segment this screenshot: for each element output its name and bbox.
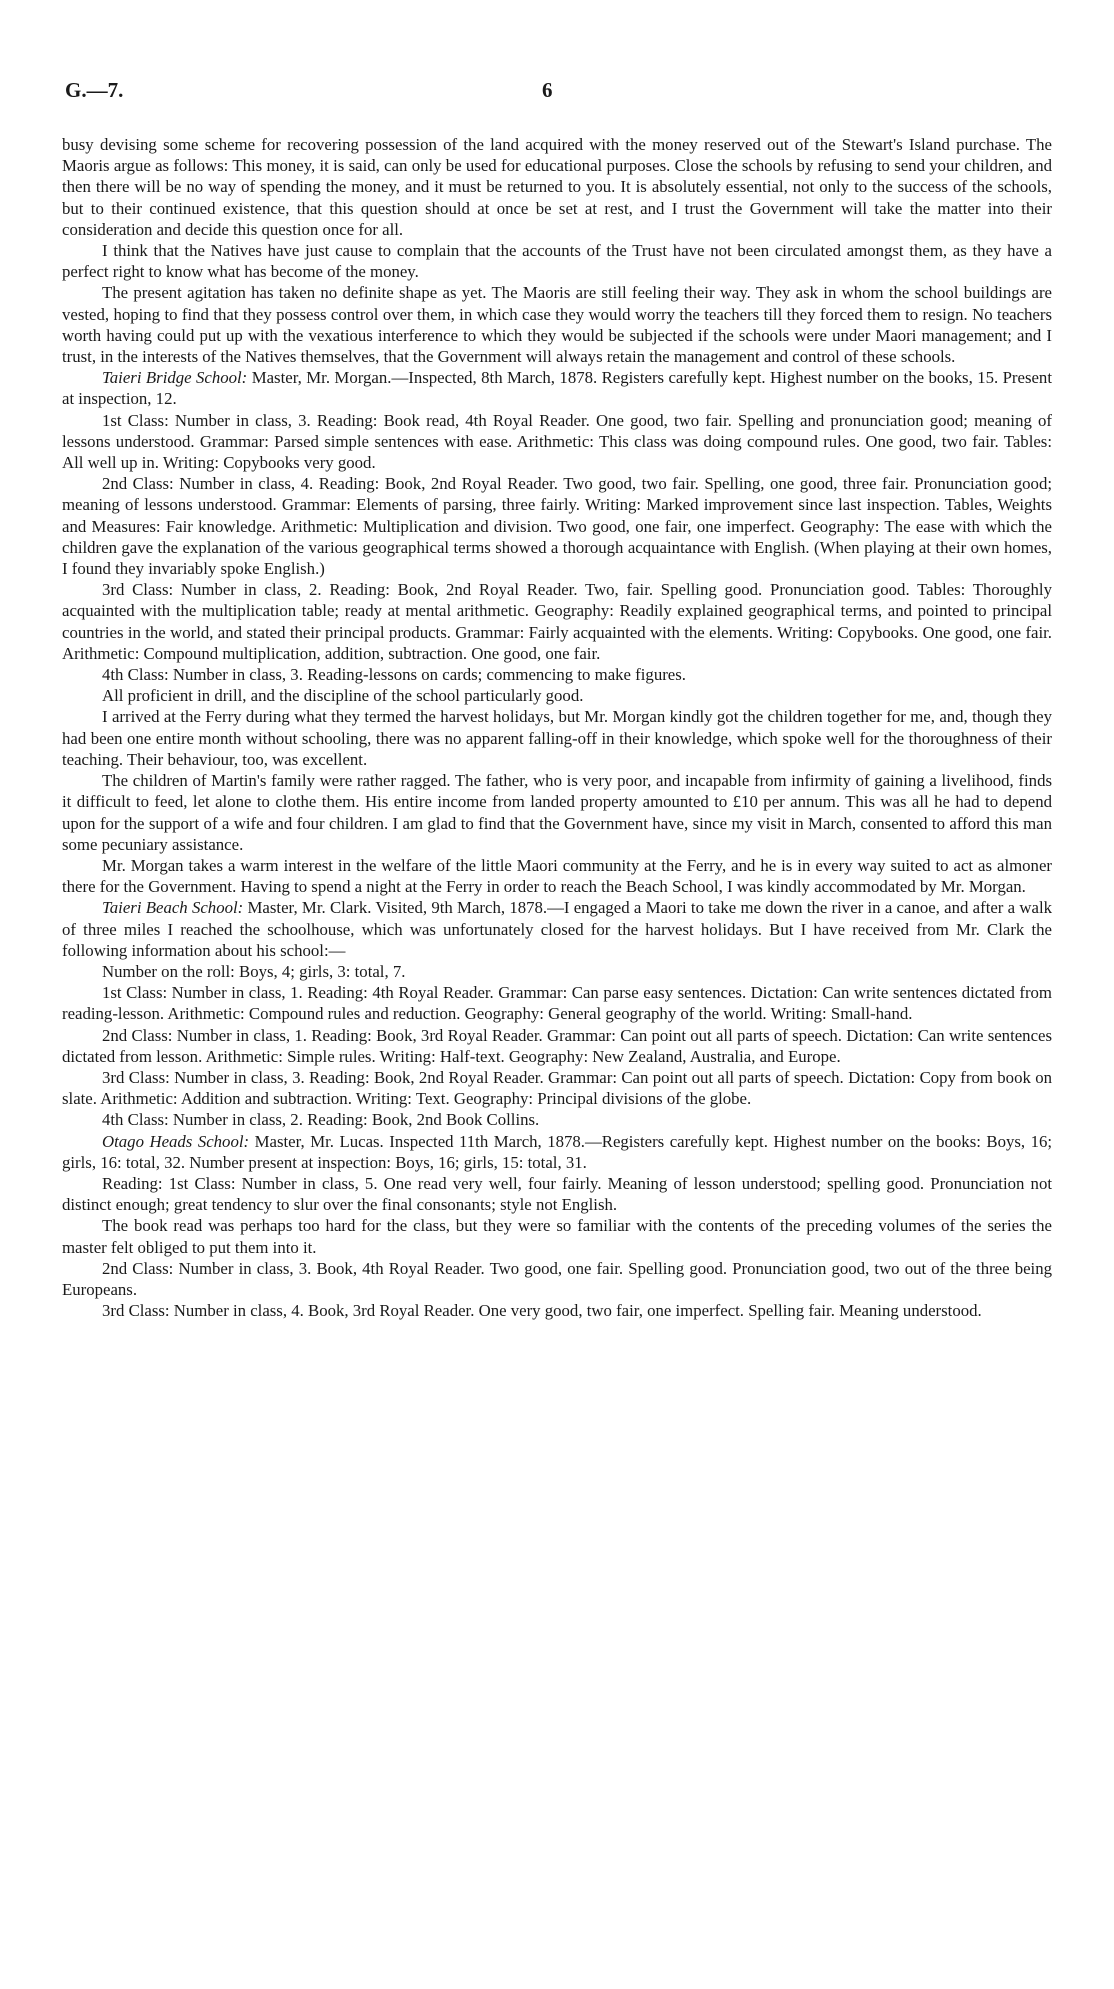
page-header [62, 78, 1052, 112]
body-text [62, 134, 1052, 1321]
paragraph: 4th Class: Number in class, 2. Reading: Book, 2nd Book Collins. [102, 1110, 540, 1130]
paragraph: All proficient in drill, and the discipline of the school particularly good. [102, 686, 584, 706]
paragraph: Number on the roll: Boys, 4; girls, 3: total, 7. [102, 961, 406, 981]
school-heading: Taieri Bridge School: [102, 368, 248, 388]
paragraph: I think that the Natives have just cause to complain that the accounts of the Trust have not been circulated amongst them, as they have a perfect right to know what has become of the money. [62, 241, 1052, 282]
school-heading: Otago Heads School: [102, 1131, 250, 1151]
document-page [62, 78, 1052, 1321]
paragraph: The book read was perhaps too hard for the class, but they were so familiar with the contents of the preceding volumes of the series the master felt obliged to put them into it. [62, 1216, 1052, 1257]
paragraph: 4th Class: Number in class, 3. Reading-lessons on cards; commencing to make figures. [102, 665, 686, 685]
paragraph: The present agitation has taken no definite shape as yet. The Maoris are still feeling their way. They ask in whom the school buildings are vested, hoping to find that they possess control over them, in which case they would worry the teachers till they forced them to resign. No teachers worth having could put up with the vexatious interference to which they would be subjected if the schools were under Maori management; and I trust, in the interests of the Natives themselves, that the Government will always retain the management and control of these schools. [62, 283, 1052, 367]
paragraph: 2nd Class: Number in class, 4. Reading: Book, 2nd Royal Reader. Two good, two fair. Spelling, one good, three fair. Pronunciation good; meaning of lessons understood. Grammar: Elements of parsing, three fairly. Writing: Marked improvement since last inspection. Tables, Weights and Measures: Fair knowledge. Arithmetic: Multiplication and division. Two good, one fair, one imperfect. Geography: The ease with which the children gave the explanation of the various geographical terms showed a thorough acquaintance with English. (When playing at their own homes, I found they invariably spoke English.) [62, 474, 1052, 579]
paragraph: 2nd Class: Number in class, 3. Book, 4th Royal Reader. Two good, one fair. Spelling good. Pronunciation good, two out of the three being Europeans. [62, 1258, 1052, 1299]
paragraph-taieri-beach-school: Taieri Beach School: Master, Mr. Clark. Visited, 9th March, 1878.—I engaged a Maori to take me down the river in a canoe, and after a walk of three miles I reached the schoolhouse, which was unfortunately closed for the harvest holidays. But I have received from Mr. Clark the following information about his school:— [62, 898, 1053, 960]
paragraph: 3rd Class: Number in class, 3. Reading: Book, 2nd Royal Reader. Grammar: Can point out all parts of speech. Dictation: Copy from book on slate. Arithmetic: Addition and subtraction. Writing: Text. Geography: Principal divisions of the globe. [62, 1067, 1052, 1109]
paragraph: 2nd Class: Number in class, 1. Reading: Book, 3rd Royal Reader. Grammar: Can point out all parts of speech. Dictation: Can write sentences dictated from lesson. Arithmetic: Simple rules. Writing: Half-text. Geography: New Zealand, Australia, and Europe. [62, 1025, 1052, 1066]
paragraph: Reading: 1st Class: Number in class, 5. One read very well, four fairly. Meaning of lesson understood; spelling good. Pronunciation not distinct enough; great tendency to slur over the final consonants; style not English. [62, 1173, 1052, 1215]
paragraph: 1st Class: Number in class, 3. Reading: Book read, 4th Royal Reader. One good, two fair. Spelling and pronunciation good; meaning of lessons understood. Grammar: Parsed simple sentences with ease. Arithmetic: This class was doing compound rules. One good, two fair. Tables: All well up in. Writing: Copybooks very good. [62, 410, 1052, 473]
paragraph: 3rd Class: Number in class, 4. Book, 3rd Royal Reader. One very good, two fair, one imperfect. Spelling fair. Meaning understood. [102, 1301, 982, 1321]
page-number: 6 [542, 78, 553, 102]
school-heading: Taieri Beach School: [102, 898, 244, 918]
paragraph-taieri-bridge-school: Taieri Bridge School: Master, Mr. Morgan.—Inspected, 8th March, 1878. Registers carefully kept. Highest number on the books, 15. Present at inspection, 12. [62, 368, 1052, 409]
paragraph-otago-heads-school: Otago Heads School: Master, Mr. Lucas. Inspected 11th March, 1878.—Registers carefully kept. Highest number on the books: Boys, 16; girls, 16: total, 32. Number present at inspection: Boys, 16; girls, 15: total, 31. [62, 1131, 1053, 1172]
paragraph: busy devising some scheme for recovering possession of the land acquired with the money reserved out of the Stewart's Island purchase. The Maoris argue as follows: This money, it is said, can only be used for educational purposes. Close the schools by refusing to send your children, and then there will be no way of spending the money, and it must be returned to you. It is absolutely essential, not only to the success of the schools, but to their continued existence, that this question should at once be set at rest, and I trust the Government will take the matter into their consideration and decide this question once for all. [62, 135, 1052, 239]
paragraph: 3rd Class: Number in class, 2. Reading: Book, 2nd Royal Reader. Two, fair. Spelling good. Pronunciation good. Tables: Thoroughly acquainted with the multiplication table; ready at mental arithmetic. Geography: Readily explained geographical terms, and pointed to principal countries in the world, and stated their principal products. Grammar: Fairly acquainted with the elements. Writing: Copybooks. One good, one fair. Arithmetic: Compound multiplication, addition, subtraction. One good, one fair. [62, 580, 1052, 663]
paragraph: Mr. Morgan takes a warm interest in the welfare of the little Maori community at the Ferry, and he is in every way suited to act as almoner there for the Government. Having to spend a night at the Ferry in order to reach the Beach School, I was kindly accommodated by Mr. Morgan. [62, 855, 1052, 897]
paragraph: 1st Class: Number in class, 1. Reading: 4th Royal Reader. Grammar: Can parse easy sentences. Dictation: Can write sentences dictated from reading-lesson. Arithmetic: Compound rules and reduction. Geography: General geography of the world. Writing: Small-hand. [62, 983, 1052, 1024]
document-reference: G.—7. [65, 78, 124, 102]
paragraph: The children of Martin's family were rather ragged. The father, who is very poor, and incapable from infirmity of gaining a livelihood, finds it difficult to feed, let alone to clothe them. His entire income from landed property amounted to £10 per annum. This was all he had to depend upon for the support of a wife and four children. I am glad to find that the Government have, since my visit in March, consented to afford this man some pecuniary assistance. [62, 771, 1052, 854]
paragraph: I arrived at the Ferry during what they termed the harvest holidays, but Mr. Morgan kindly got the children together for me, and, though they had been one entire month without schooling, there was no apparent falling-off in their knowledge, which spoke well for the thoroughness of their teaching. Their behaviour, too, was excellent. [62, 707, 1052, 769]
